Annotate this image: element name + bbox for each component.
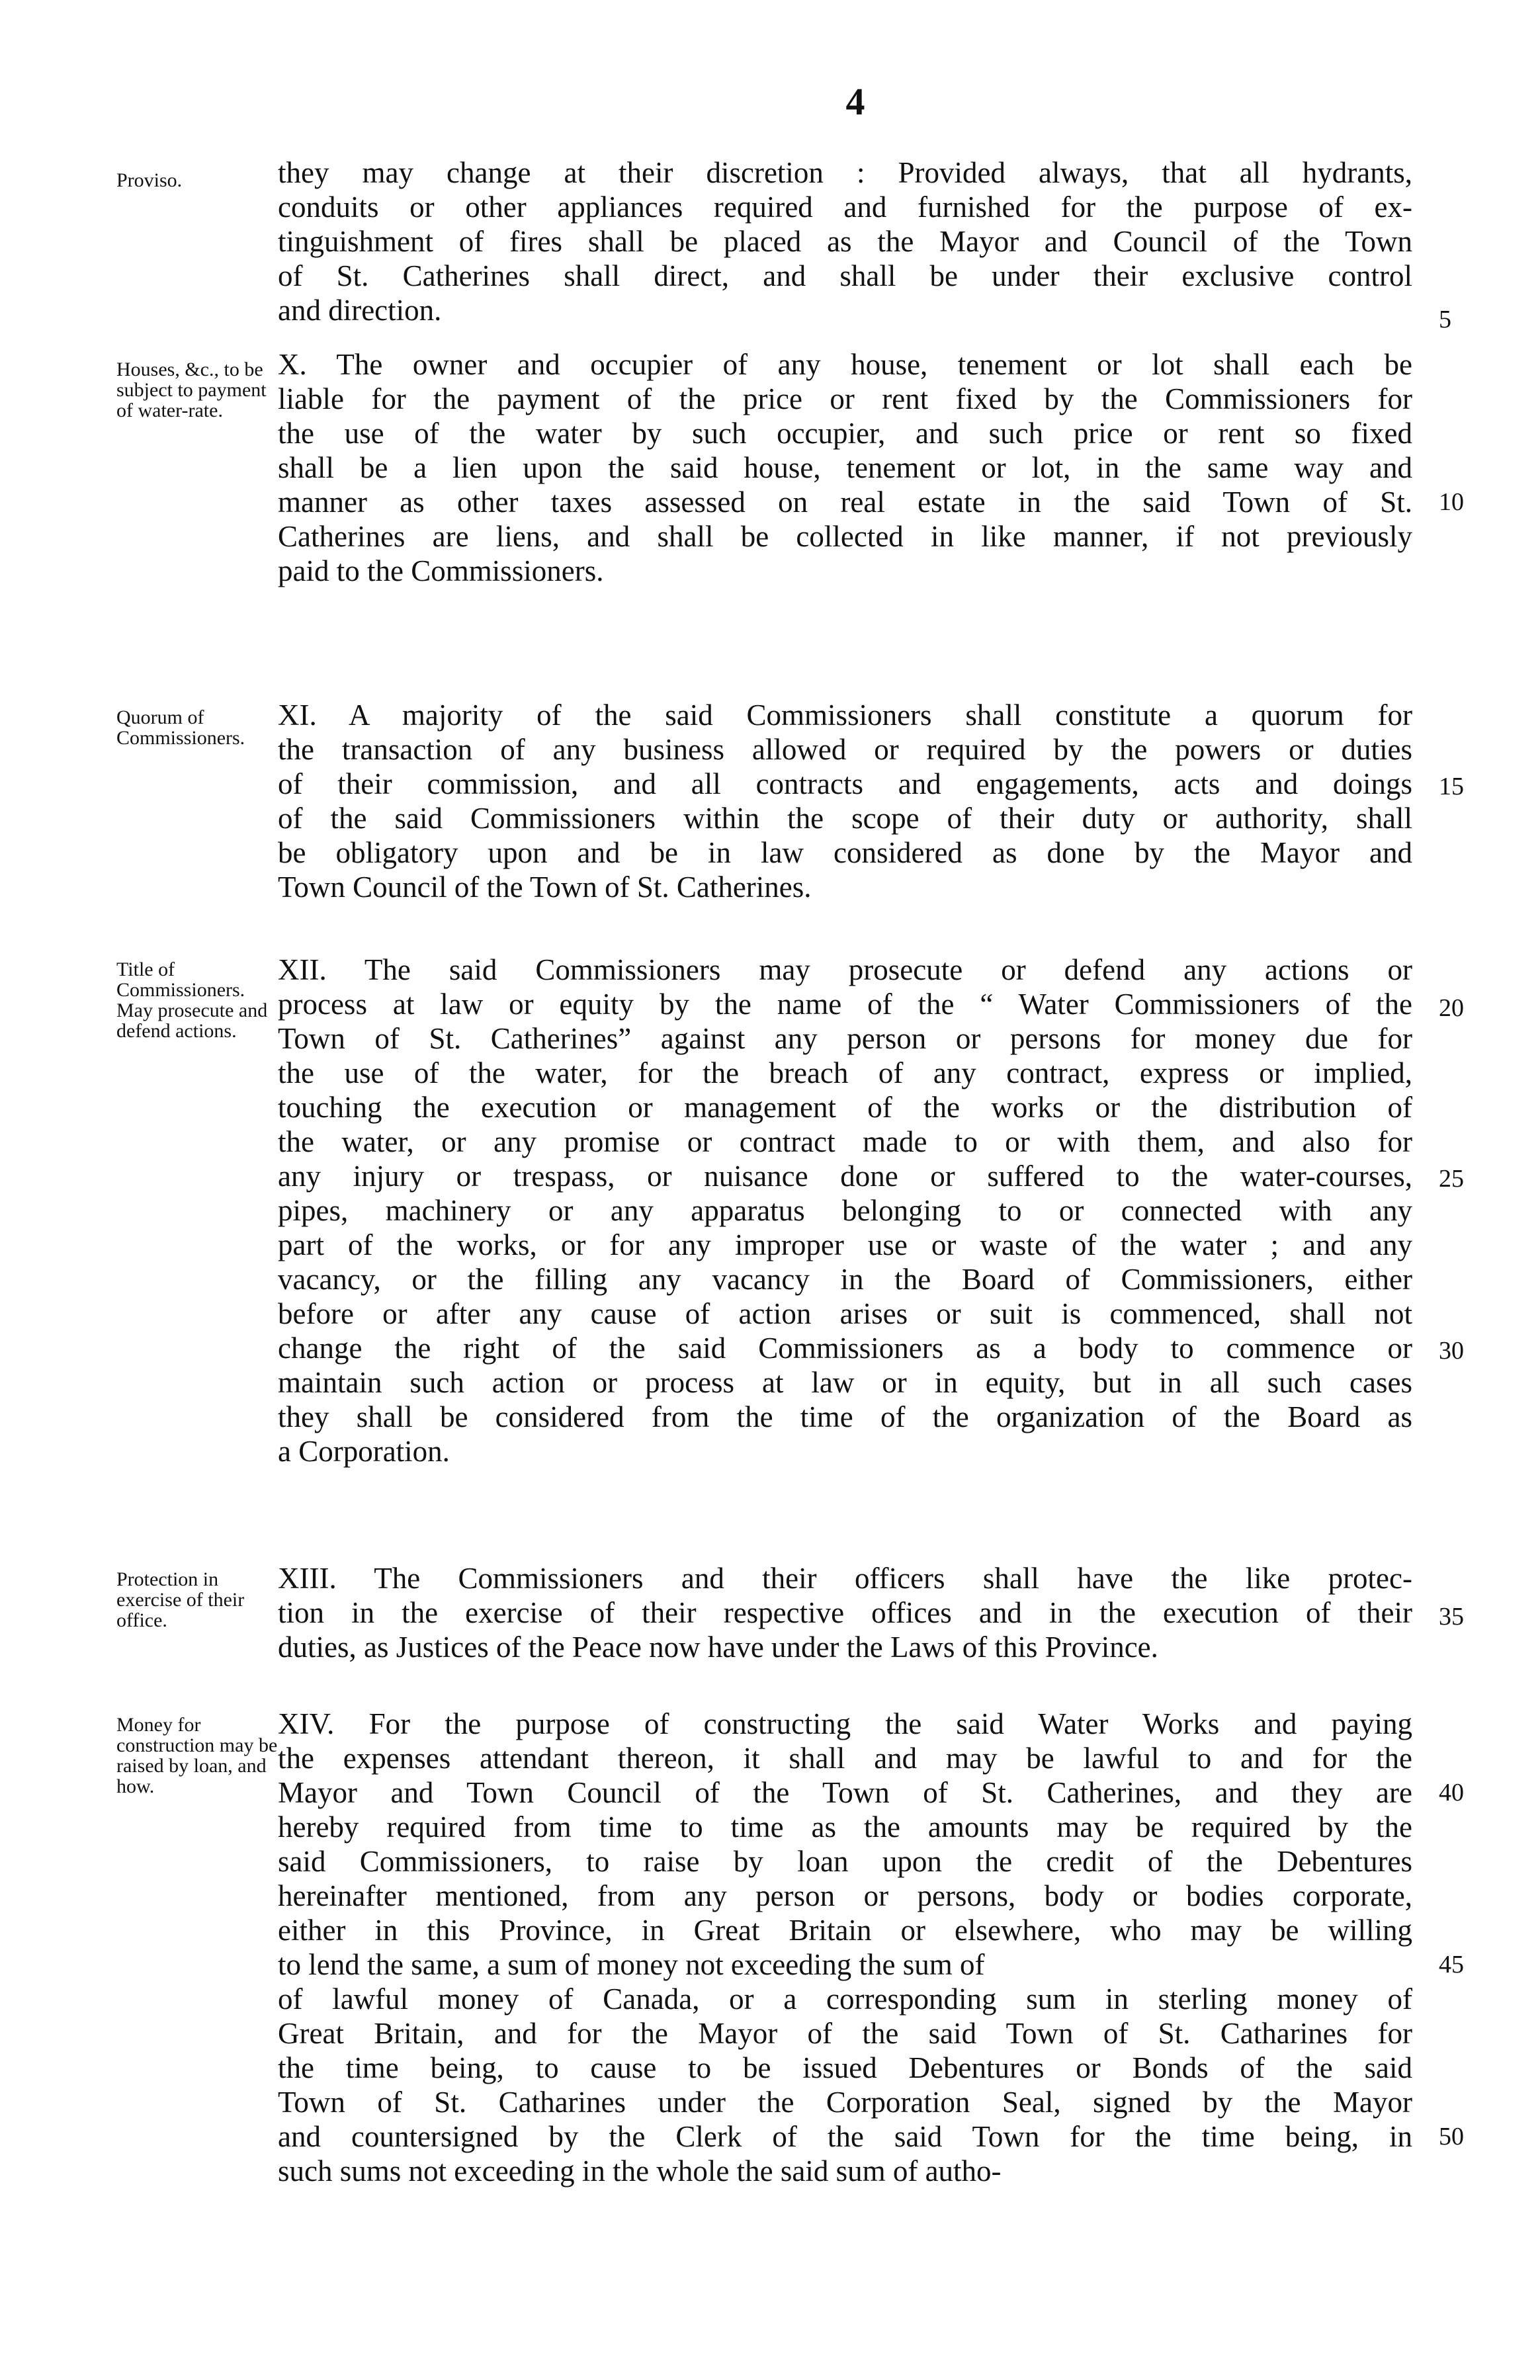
- body-line: change the right of the said Commissioners as a body to commence or: [278, 1332, 1412, 1365]
- body-line: said Commissioners, to raise by loan upon the credit of the Debentures: [278, 1845, 1412, 1878]
- body-line: the use of the water by such occupier, and such price or rent so fixed: [278, 417, 1412, 450]
- body-line: Catherines are liens, and shall be collected in like manner, if not previously: [278, 520, 1412, 553]
- line-number: 35: [1439, 1603, 1464, 1631]
- body-line: XII. The said Commissioners may prosecute or defend any actions or: [278, 953, 1412, 986]
- margin-note: Quorum of Commissioners.: [116, 706, 245, 749]
- body-line: the water, or any promise or contract made to or with them, and also for: [278, 1125, 1412, 1158]
- body-line: such sums not exceeding in the whole the said sum of autho-: [278, 2154, 1002, 2188]
- body-line: Town of St. Catharines under the Corporation Seal, signed by the Mayor: [278, 2086, 1412, 2119]
- body-line: duties, as Justices of the Peace now have under the Laws of this Province.: [278, 1631, 1158, 1664]
- body-line: Town of St. Catherines” against any person or persons for money due for: [278, 1022, 1412, 1055]
- body-line: tinguishment of fires shall be placed as the Mayor and Council of the Town: [278, 225, 1412, 258]
- body-line: tion in the exercise of their respective offices and in the execution of their: [278, 1596, 1412, 1629]
- body-line: a Corporation.: [278, 1435, 450, 1468]
- body-line: any injury or trespass, or nuisance done or suffered to the water-courses,: [278, 1160, 1412, 1193]
- body-line: of lawful money of Canada, or a corresponding sum in sterling money of: [278, 1982, 1412, 2016]
- body-line: XIII. The Commissioners and their officers shall have the like protec-: [278, 1562, 1412, 1595]
- body-line: of their commission, and all contracts and engagements, acts and doings: [278, 767, 1412, 800]
- line-number: 5: [1439, 306, 1451, 333]
- body-line: either in this Province, in Great Britain or elsewhere, who may be willing: [278, 1914, 1412, 1947]
- line-number: 30: [1439, 1337, 1464, 1365]
- body-line: the use of the water, for the breach of any contract, express or implied,: [278, 1056, 1412, 1089]
- body-line: X. The owner and occupier of any house, tenement or lot shall each be: [278, 348, 1412, 381]
- body-line: conduits or other appliances required and furnished for the purpose of ex-: [278, 191, 1412, 224]
- body-line: the time being, to cause to be issued Debentures or Bonds of the said: [278, 2051, 1412, 2084]
- line-number: 40: [1439, 1779, 1464, 1806]
- margin-note: Houses, &c., to be subject to payment of water-rate.: [116, 359, 267, 421]
- body-line: XI. A majority of the said Commissioners shall constitute a quorum for: [278, 699, 1412, 732]
- body-line: paid to the Commissioners.: [278, 554, 604, 587]
- line-number: 50: [1439, 2123, 1464, 2150]
- margin-note: Proviso.: [116, 169, 183, 191]
- body-line: Great Britain, and for the Mayor of the said Town of St. Catharines for: [278, 2017, 1412, 2050]
- body-line: of the said Commissioners within the scope of their duty or authority, shall: [278, 802, 1412, 835]
- body-line: hereby required from time to time as the amounts may be required by the: [278, 1810, 1412, 1844]
- body-line: process at law or equity by the name of the “ Water Commissioners of the: [278, 988, 1412, 1021]
- page-number: 4: [845, 80, 865, 123]
- body-line: and countersigned by the Clerk of the said Town for the time being, in: [278, 2120, 1412, 2153]
- body-line: they may change at their discretion : Provided always, that all hydrants,: [278, 156, 1412, 189]
- body-line: pipes, machinery or any apparatus belonging to or connected with any: [278, 1194, 1412, 1227]
- body-line: shall be a lien upon the said house, tenement or lot, in the same way and: [278, 451, 1412, 484]
- body-line: the transaction of any business allowed or required by the powers or duties: [278, 733, 1412, 766]
- body-line: Town Council of the Town of St. Catherines.: [278, 871, 812, 904]
- body-line: XIV. For the purpose of constructing the said Water Works and paying: [278, 1707, 1412, 1740]
- body-line: and direction.: [278, 294, 442, 327]
- body-line: manner as other taxes assessed on real estate in the said Town of St.: [278, 486, 1412, 519]
- margin-note: Title of Commissioners. May prosecute and defend actions.: [116, 958, 268, 1042]
- body-line: part of the works, or for any improper use or waste of the water ; and any: [278, 1228, 1412, 1261]
- line-number: 45: [1439, 1951, 1464, 1978]
- body-line: they shall be considered from the time of the organization of the Board as: [278, 1400, 1412, 1433]
- line-number: 20: [1439, 994, 1464, 1022]
- body-line: to lend the same, a sum of money not exceeding the sum of: [278, 1948, 985, 1981]
- line-number: 25: [1439, 1165, 1464, 1193]
- body-line: the expenses attendant thereon, it shall and may be lawful to and for the: [278, 1742, 1412, 1775]
- margin-note: Protection in exercise of their office.: [116, 1568, 245, 1631]
- body-line: maintain such action or process at law or in equity, but in all such cases: [278, 1366, 1412, 1399]
- body-line: vacancy, or the filling any vacancy in the Board of Commissioners, either: [278, 1263, 1412, 1296]
- body-line: before or after any cause of action arises or suit is commenced, shall not: [278, 1297, 1412, 1330]
- body-line: touching the execution or management of the works or the distribution of: [278, 1091, 1412, 1124]
- body-line: Mayor and Town Council of the Town of St. Catherines, and they are: [278, 1776, 1412, 1809]
- body-line: liable for the payment of the price or rent fixed by the Commissioners for: [278, 382, 1412, 415]
- body-line: hereinafter mentioned, from any person or persons, body or bodies corporate,: [278, 1879, 1412, 1912]
- body-line: of St. Catherines shall direct, and shall be under their exclusive control: [278, 259, 1412, 292]
- body-line: be obligatory upon and be in law considered as done by the Mayor and: [278, 836, 1412, 869]
- margin-note: Money for construction may be raised by loan, and how.: [116, 1714, 278, 1797]
- line-number: 15: [1439, 773, 1464, 800]
- line-number: 10: [1439, 488, 1464, 516]
